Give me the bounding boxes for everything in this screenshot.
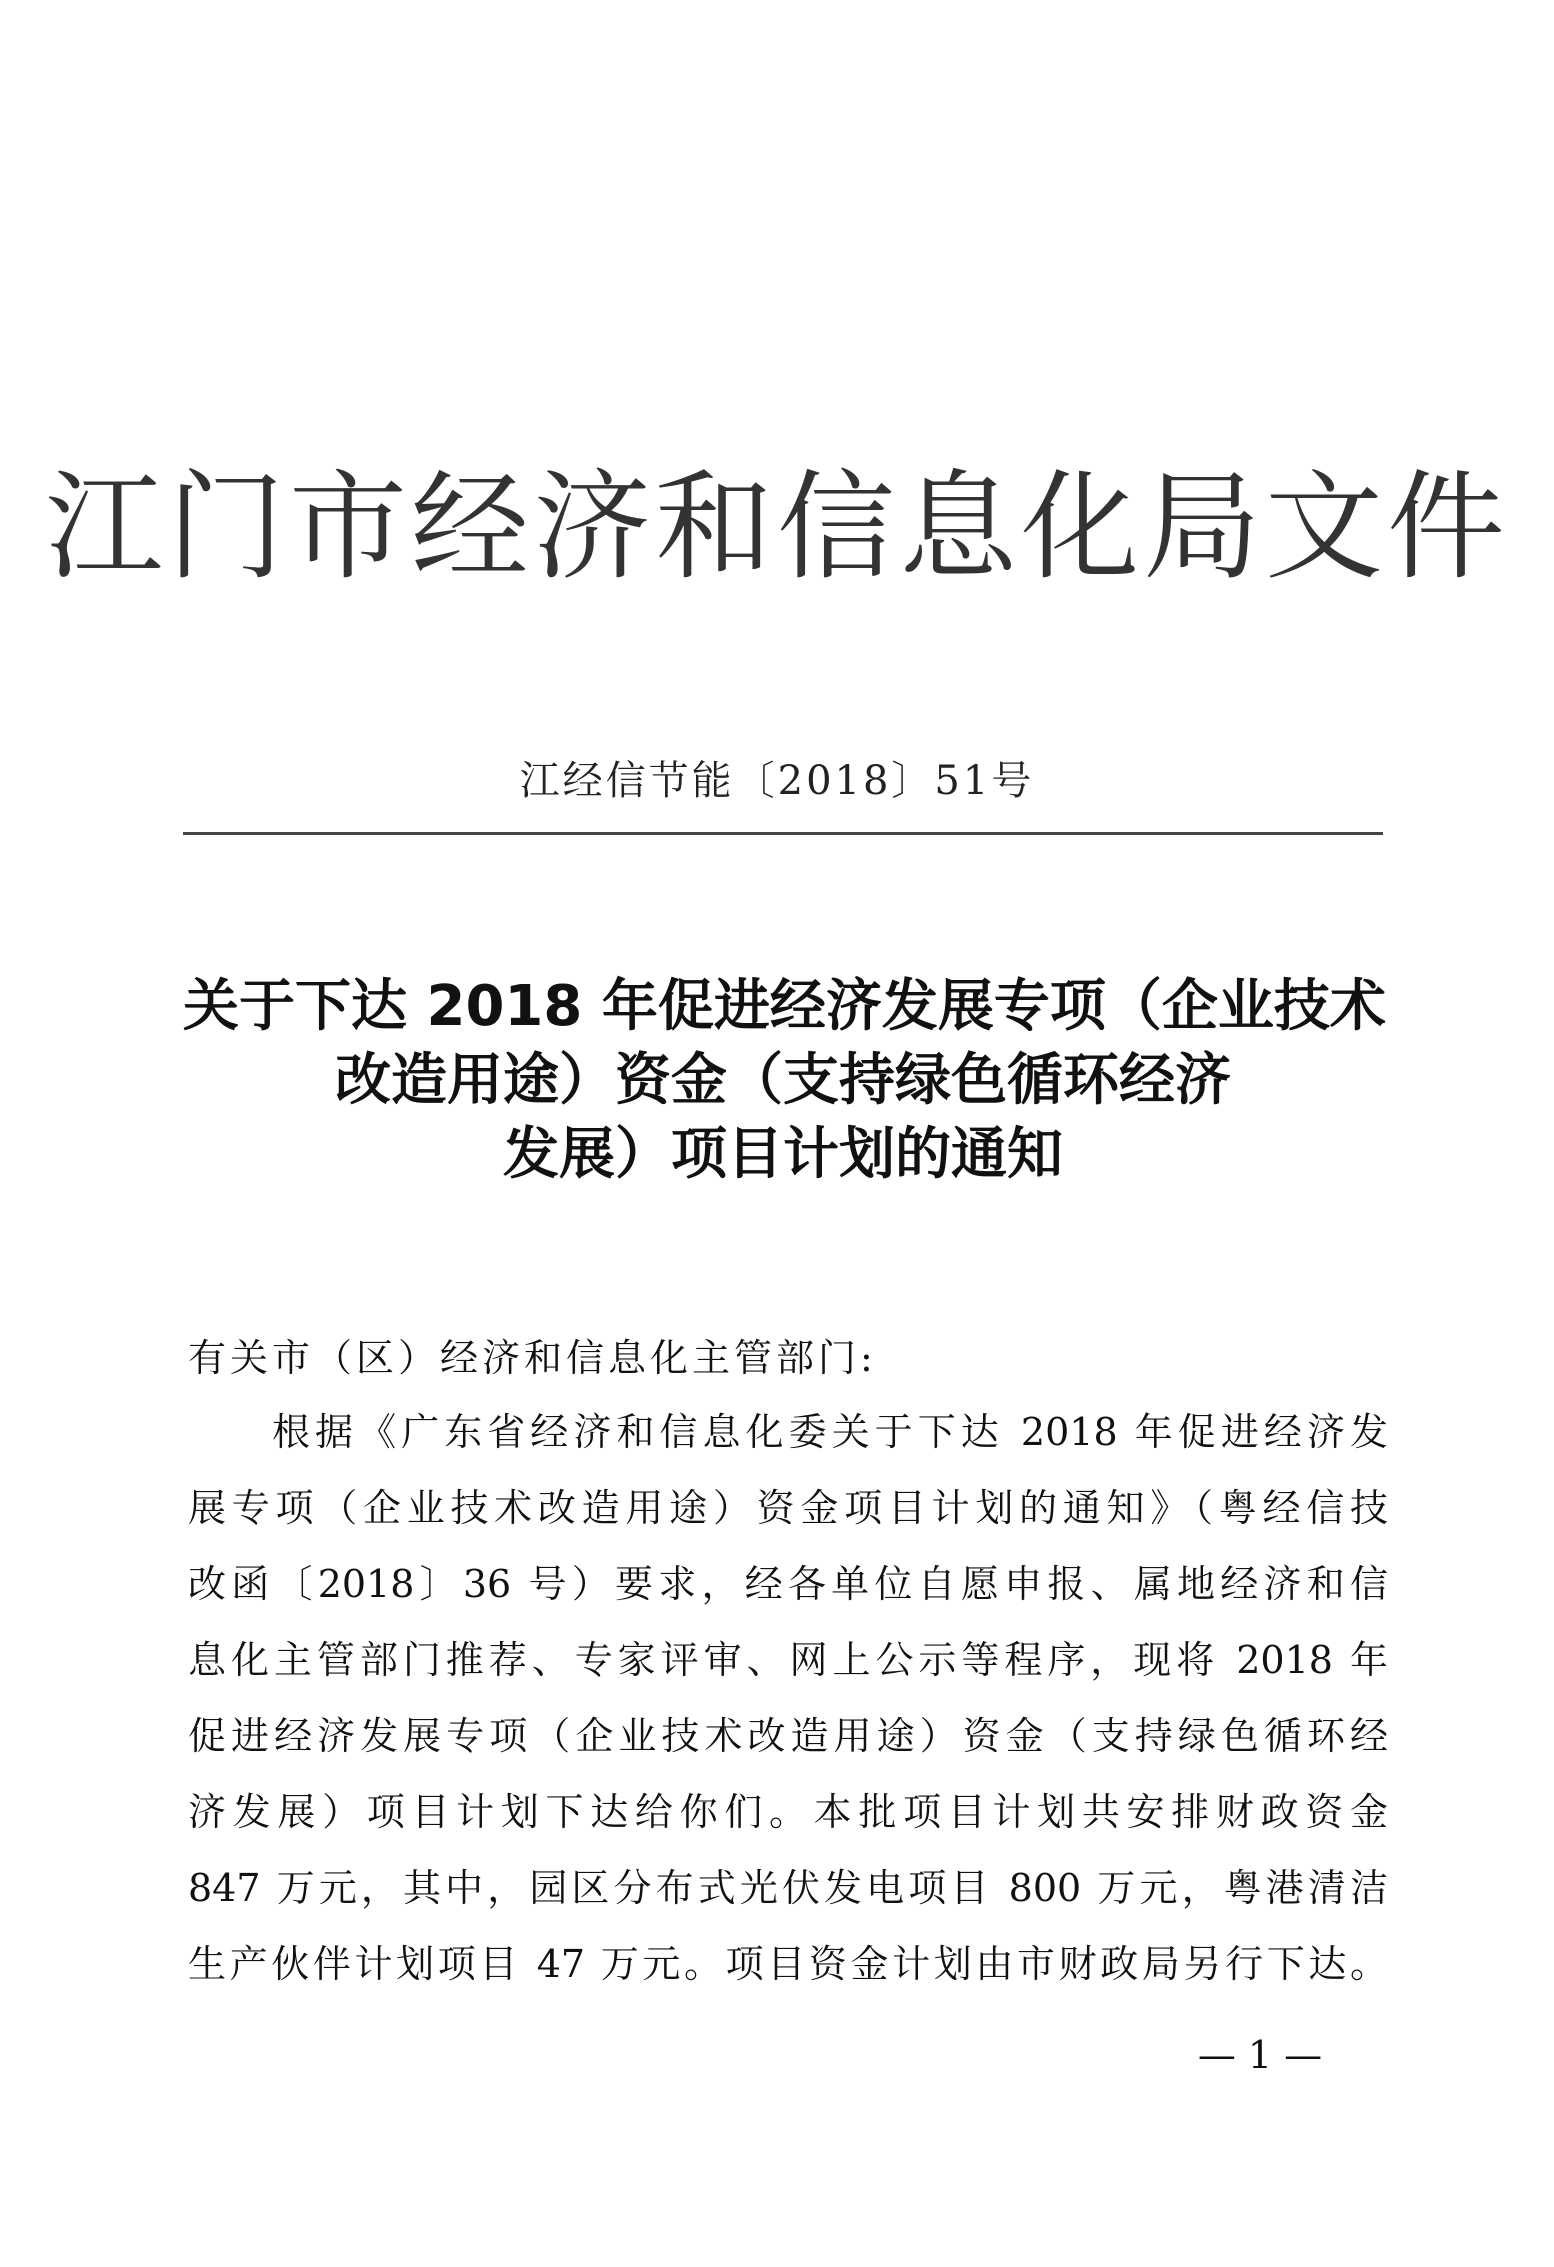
body-line: 改函〔2018〕36 号）要求，经各单位自愿申报、属地经济和信: [188, 1562, 1388, 1606]
notice-title-line: 关于下达 2018 年促进经济发展专项（企业技术: [183, 974, 1386, 1039]
notice-title: [183, 970, 1386, 1192]
body-paragraph: [188, 1394, 1388, 2002]
body-line: 展专项（企业技术改造用途）资金项目计划的通知》（粤经信技: [188, 1486, 1388, 1530]
body-line: 根据《广东省经济和信息化委关于下达 2018 年促进经济发: [272, 1410, 1388, 1454]
salutation: 有关市（区）经济和信息化主管部门:: [188, 1336, 877, 1380]
notice-title-line: 发展）项目计划的通知: [503, 1122, 1063, 1187]
body-line: 息化主管部门推荐、专家评审、网上公示等程序，现将 2018 年: [188, 1638, 1388, 1682]
body-line: 济发展）项目计划下达给你们。本批项目计划共安排财政资金: [188, 1790, 1388, 1834]
notice-title-line: 改造用途）资金（支持绿色循环经济: [335, 1048, 1231, 1113]
body-line: 生产伙伴计划项目 47 万元。项目资金计划由市财政局另行下达。: [188, 1942, 1388, 1986]
issuer-title: 江门市经济和信息化局文件: [44, 458, 1509, 596]
body-line: 847 万元，其中，园区分布式光伏发电项目 800 万元，粤港清洁: [188, 1866, 1388, 1910]
page-number: — 1 —: [1197, 2033, 1323, 2077]
body-line: 促进经济发展专项（企业技术改造用途）资金（支持绿色循环经: [188, 1714, 1388, 1758]
header-divider: [183, 832, 1383, 835]
document-number: 江经信节能〔2018〕51号: [519, 758, 1035, 804]
